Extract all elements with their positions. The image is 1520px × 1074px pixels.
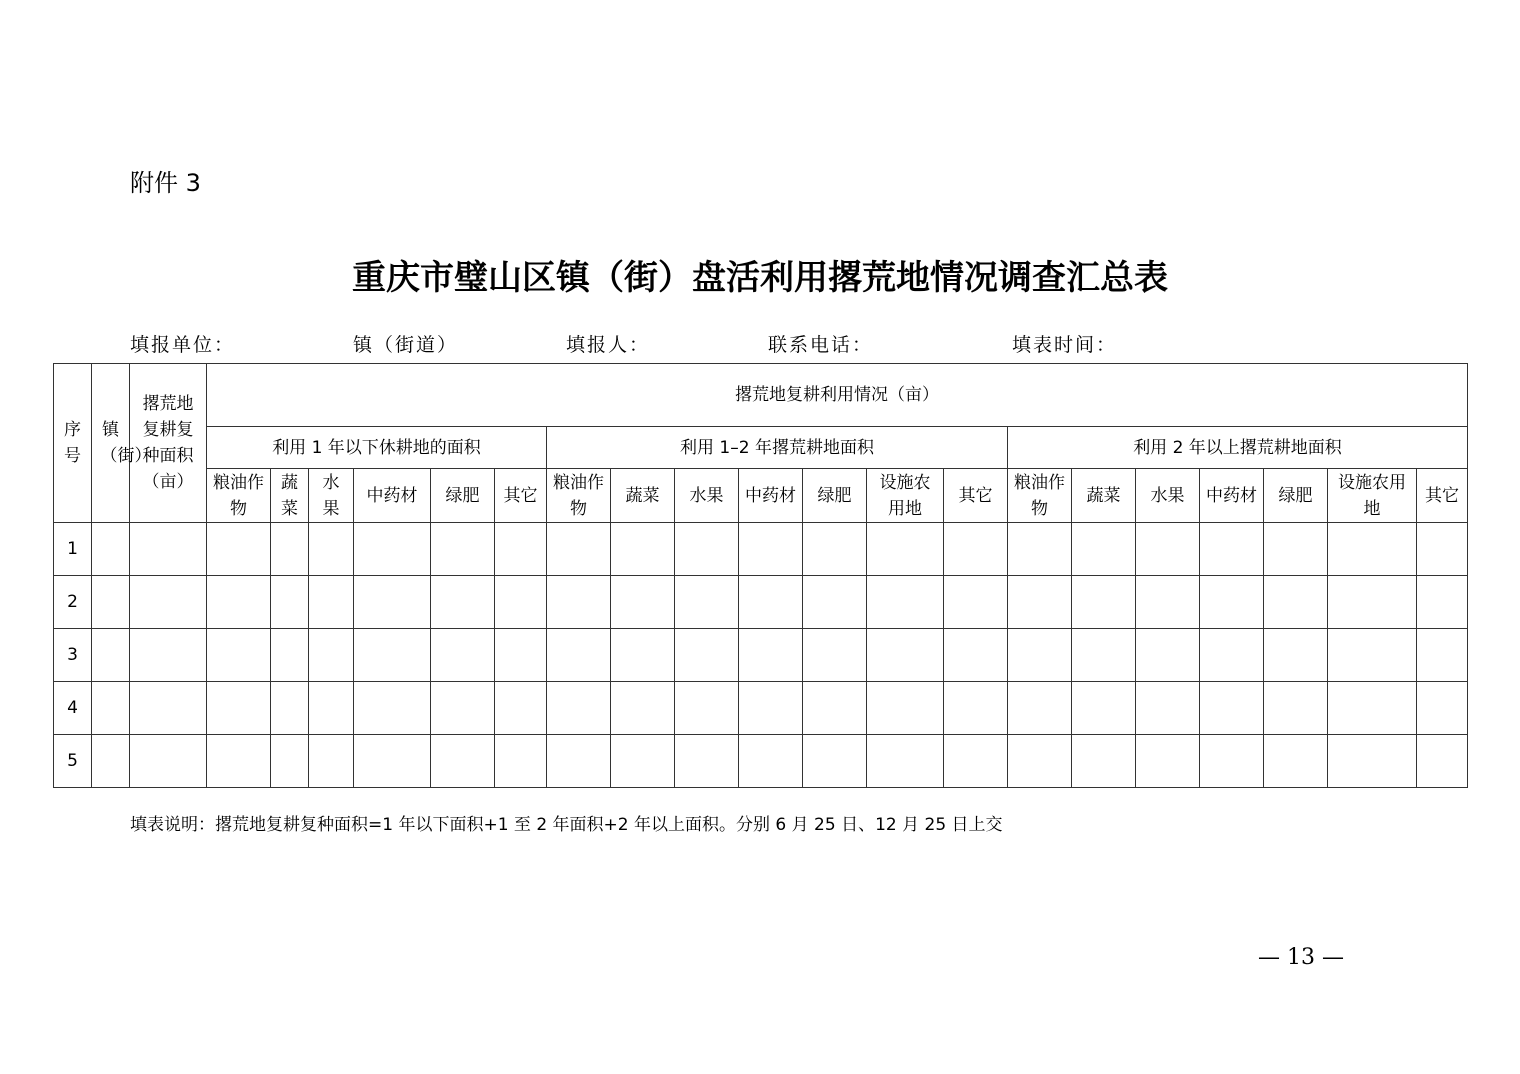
table-cell[interactable] [675, 576, 739, 629]
table-cell[interactable] [611, 523, 675, 576]
table-cell[interactable] [803, 629, 867, 682]
column-header: 其它 [944, 469, 1008, 523]
table-cell[interactable] [867, 523, 944, 576]
table-row [54, 629, 1468, 682]
table-cell[interactable] [354, 576, 431, 629]
table-cell[interactable] [1136, 629, 1200, 682]
table-cell[interactable] [547, 629, 611, 682]
meta-phone: 联系电话： [768, 334, 874, 356]
table-cell[interactable] [354, 629, 431, 682]
table-cell[interactable] [547, 576, 611, 629]
table-cell[interactable] [867, 576, 944, 629]
header-sub2: 利用 1–2 年撂荒耕地面积 [547, 427, 1008, 469]
table-cell[interactable] [1200, 523, 1264, 576]
table-cell[interactable] [207, 735, 271, 788]
header-seq: 序号 [54, 364, 92, 523]
attachment-label: 附件 3 [130, 169, 201, 197]
table-cell[interactable] [1200, 735, 1264, 788]
table-cell[interactable] [739, 629, 803, 682]
table-cell[interactable] [739, 576, 803, 629]
table-cell[interactable] [92, 523, 130, 576]
table-cell[interactable] [431, 682, 495, 735]
table-cell[interactable] [92, 682, 130, 735]
table-cell[interactable] [803, 576, 867, 629]
table-cell[interactable] [1072, 682, 1136, 735]
table-cell[interactable] [1008, 735, 1072, 788]
table-cell[interactable] [1417, 576, 1468, 629]
table-cell[interactable] [271, 523, 309, 576]
table-cell[interactable] [1328, 576, 1417, 629]
column-header: 设施农用地 [867, 469, 944, 523]
table-cell[interactable] [309, 682, 354, 735]
header-town: 镇（街） [92, 364, 130, 523]
table-cell[interactable] [611, 629, 675, 682]
table-cell[interactable] [611, 682, 675, 735]
table-cell[interactable] [207, 523, 271, 576]
table-cell[interactable] [803, 682, 867, 735]
table-cell[interactable] [495, 735, 547, 788]
table-cell[interactable] [1136, 735, 1200, 788]
table-cell[interactable] [92, 629, 130, 682]
table-cell[interactable] [92, 576, 130, 629]
table-cell[interactable] [354, 682, 431, 735]
row-number: 3 [54, 629, 92, 682]
table-cell[interactable] [944, 523, 1008, 576]
table-cell[interactable] [739, 735, 803, 788]
table-cell[interactable] [1072, 735, 1136, 788]
table-cell[interactable] [495, 629, 547, 682]
table-cell[interactable] [1136, 523, 1200, 576]
table-cell[interactable] [1264, 735, 1328, 788]
table-cell[interactable] [1008, 629, 1072, 682]
column-header: 蔬菜 [1072, 469, 1136, 523]
table-cell[interactable] [1072, 629, 1136, 682]
table-cell[interactable] [1417, 523, 1468, 576]
table-cell[interactable] [354, 735, 431, 788]
table-cell[interactable] [611, 576, 675, 629]
header-group-title: 撂荒地复耕利用情况（亩） [207, 364, 1468, 427]
table-cell[interactable] [803, 735, 867, 788]
header-sub3: 利用 2 年以上撂荒耕地面积 [1008, 427, 1468, 469]
table-cell[interactable] [271, 629, 309, 682]
table-cell[interactable] [1072, 576, 1136, 629]
table-cell[interactable] [130, 682, 207, 735]
table-cell[interactable] [547, 523, 611, 576]
table-cell[interactable] [675, 629, 739, 682]
table-cell[interactable] [944, 735, 1008, 788]
table-row [54, 523, 1468, 576]
survey-table [53, 363, 1468, 788]
table-cell[interactable] [130, 523, 207, 576]
table-cell[interactable] [207, 682, 271, 735]
table-cell[interactable] [803, 523, 867, 576]
table-cell[interactable] [207, 576, 271, 629]
column-header: 绿肥 [1264, 469, 1328, 523]
table-cell[interactable] [1264, 523, 1328, 576]
header-area: 撂荒地复耕复种面积（亩） [130, 364, 207, 523]
table-cell[interactable] [1328, 523, 1417, 576]
table-cell[interactable] [495, 682, 547, 735]
table-cell[interactable] [1200, 682, 1264, 735]
fill-instructions: 填表说明：撂荒地复耕复种面积=1 年以下面积+1 至 2 年面积+2 年以上面积。分别 6 月 25 日、12 月 25 日上交 [130, 815, 1003, 835]
table-cell[interactable] [354, 523, 431, 576]
row-number: 5 [54, 735, 92, 788]
table-cell[interactable] [309, 735, 354, 788]
meta-time: 填表时间： [1012, 334, 1118, 356]
table-cell[interactable] [431, 576, 495, 629]
column-header: 粮油作物 [207, 469, 271, 523]
table-cell[interactable] [1008, 682, 1072, 735]
row-number: 2 [54, 576, 92, 629]
table-cell[interactable] [1264, 576, 1328, 629]
column-header: 水果 [1136, 469, 1200, 523]
table-cell[interactable] [130, 735, 207, 788]
table-cell[interactable] [1072, 523, 1136, 576]
table-cell[interactable] [867, 682, 944, 735]
table-cell[interactable] [1136, 682, 1200, 735]
table-cell[interactable] [1328, 682, 1417, 735]
table-cell[interactable] [309, 576, 354, 629]
table-cell[interactable] [130, 629, 207, 682]
row-number: 1 [54, 523, 92, 576]
column-header: 中药材 [739, 469, 803, 523]
column-header: 设施农用地 [1328, 469, 1417, 523]
table-cell[interactable] [944, 629, 1008, 682]
meta-unit: 填报单位： [130, 334, 236, 356]
table-cell[interactable] [1200, 576, 1264, 629]
column-header: 绿肥 [803, 469, 867, 523]
table-cell[interactable] [1200, 629, 1264, 682]
column-header: 粮油作物 [1008, 469, 1072, 523]
table-cell[interactable] [675, 682, 739, 735]
meta-person: 填报人： [566, 334, 651, 356]
meta-town: 镇（街道） [353, 334, 459, 356]
column-header: 蔬菜 [611, 469, 675, 523]
header-sub1: 利用 1 年以下休耕地的面积 [207, 427, 547, 469]
table-cell[interactable] [495, 523, 547, 576]
table-cell[interactable] [207, 629, 271, 682]
table-cell[interactable] [309, 629, 354, 682]
page-title: 重庆市璧山区镇（街）盘活利用撂荒地情况调查汇总表 [352, 258, 1168, 298]
table-cell[interactable] [1417, 735, 1468, 788]
page-number: — 13 — [1258, 945, 1344, 970]
table-cell[interactable] [431, 523, 495, 576]
table-cell[interactable] [1008, 576, 1072, 629]
table-cell[interactable] [739, 523, 803, 576]
table-cell[interactable] [944, 576, 1008, 629]
table-cell[interactable] [867, 629, 944, 682]
column-header: 水果 [675, 469, 739, 523]
column-header: 其它 [495, 469, 547, 523]
row-number: 4 [54, 682, 92, 735]
table-cell[interactable] [1264, 629, 1328, 682]
table-cell[interactable] [611, 735, 675, 788]
table-cell[interactable] [271, 735, 309, 788]
column-header: 蔬菜 [271, 469, 309, 523]
table-cell[interactable] [1328, 629, 1417, 682]
column-header: 其它 [1417, 469, 1468, 523]
column-header: 水果 [309, 469, 354, 523]
table-cell[interactable] [1264, 682, 1328, 735]
table-cell[interactable] [1008, 523, 1072, 576]
table-cell[interactable] [1328, 735, 1417, 788]
table-cell[interactable] [944, 682, 1008, 735]
table-cell[interactable] [309, 523, 354, 576]
table-cell[interactable] [547, 682, 611, 735]
column-header: 中药材 [1200, 469, 1264, 523]
table-cell[interactable] [92, 735, 130, 788]
column-header: 粮油作物 [547, 469, 611, 523]
table-cell[interactable] [431, 735, 495, 788]
table-cell[interactable] [271, 576, 309, 629]
table-cell[interactable] [271, 682, 309, 735]
table-cell[interactable] [431, 629, 495, 682]
table-row [54, 682, 1468, 735]
table-cell[interactable] [130, 576, 207, 629]
table-cell[interactable] [675, 523, 739, 576]
table-cell[interactable] [1417, 629, 1468, 682]
table-row [54, 576, 1468, 629]
table-cell[interactable] [675, 735, 739, 788]
table-cell[interactable] [739, 682, 803, 735]
table-cell[interactable] [867, 735, 944, 788]
column-header: 中药材 [354, 469, 431, 523]
table-cell[interactable] [1417, 682, 1468, 735]
table-row [54, 735, 1468, 788]
table-cell[interactable] [1136, 576, 1200, 629]
table-cell[interactable] [547, 735, 611, 788]
column-header: 绿肥 [431, 469, 495, 523]
table-cell[interactable] [495, 576, 547, 629]
